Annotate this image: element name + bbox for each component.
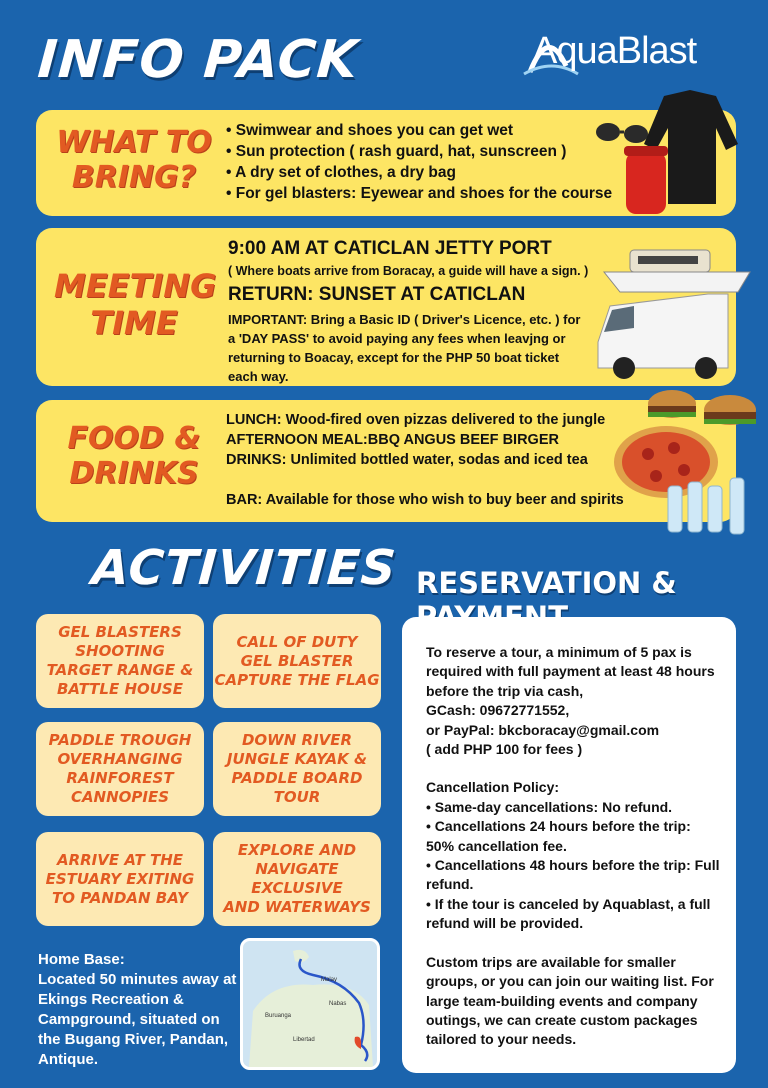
- fees-line: ( add PHP 100 for fees ): [426, 741, 583, 758]
- reservation-text: [426, 643, 721, 1050]
- lunch-line: LUNCH: Wood-fired oven pizzas delivered to the jungle: [226, 412, 606, 428]
- burger-icon: [648, 390, 756, 425]
- water-bottles-icon: [668, 478, 744, 534]
- reservation-intro: To reserve a tour, a minimum of 5 pax is required with full payment at least 48 hours before the trip via cash,: [426, 644, 715, 699]
- activity-label: EXPLORE AND NAVIGATE EXCLUSIVE AND WATERWAYS: [223, 841, 371, 916]
- dry-bag-icon: [624, 146, 668, 214]
- boat-icon: [604, 250, 750, 292]
- activity-card: [36, 614, 204, 708]
- reservation-card: [402, 617, 736, 1073]
- cancellation-item: • If the tour is canceled by Aquablast, a full refund will be provided.: [426, 895, 711, 932]
- activity-card: [213, 614, 381, 708]
- activity-label: ARRIVE AT THE ESTUARY EXITING TO PANDAN BAY: [45, 850, 195, 907]
- cancellation-item: • Cancellations 24 hours before the trip: 50% cancellation fee.: [426, 818, 691, 854]
- sunglasses-icon: [596, 123, 648, 143]
- page-title: INFO PACK: [35, 30, 361, 90]
- gcash-line: GCash: 09672771552,: [426, 702, 570, 719]
- map-label: Libertad: [293, 1037, 315, 1043]
- transport-illustration: [590, 232, 756, 382]
- cancellation-item: • Same-day cancellations: No refund.: [426, 798, 673, 815]
- activity-label: CALL OF DUTY GEL BLASTER CAPTURE THE FLAG: [214, 632, 380, 689]
- meeting-time-label: MEETING TIME: [54, 267, 217, 342]
- map-label: Nabas: [329, 1001, 347, 1007]
- food-illustration: [612, 382, 762, 540]
- drinks-line: DRINKS: Unlimited bottled water, sodas and iced tea: [226, 452, 588, 468]
- reservation-title: RESERVATION &: [416, 566, 677, 600]
- bar-line: BAR: Available for those who wish to buy beer and spirits: [226, 492, 624, 508]
- meeting-subline: ( Where boats arrive from Boracay, a guide will have a sign. ): [228, 264, 589, 278]
- list-item: • Swimwear and shoes you can get wet: [226, 120, 612, 141]
- van-icon: [598, 294, 728, 379]
- activity-label: PADDLE TROUGH OVERHANGING RAINFOREST CANNOPIES: [48, 731, 192, 806]
- what-to-bring-list: [226, 120, 612, 204]
- activity-card: [213, 722, 381, 816]
- list-item: • A dry set of clothes, a dry bag: [226, 162, 612, 183]
- gear-illustration: [592, 88, 742, 220]
- activity-label: GEL BLASTERS SHOOTING TARGET RANGE & BATTLE HOUSE: [46, 623, 194, 698]
- activity-card: [36, 722, 204, 816]
- cancellation-title: Cancellation Policy:: [426, 779, 560, 796]
- activity-card: [36, 832, 204, 926]
- meeting-headline: 9:00 AM AT CATICLAN JETTY PORT: [228, 238, 552, 259]
- map-label: Buruanga: [265, 1013, 292, 1019]
- location-map: [240, 938, 380, 1070]
- aquablast-logo: [528, 30, 738, 82]
- paypal-line: or PayPal: bkcboracay@gmail.com: [426, 721, 660, 738]
- afternoon-meal-line: AFTERNOON MEAL:BBQ ANGUS BEEF BIRGER: [226, 432, 559, 448]
- activity-label: DOWN RIVER JUNGLE KAYAK & PADDLE BOARD TOUR: [226, 731, 368, 806]
- return-time: RETURN: SUNSET AT CATICLAN: [228, 284, 526, 305]
- custom-trips-text: Custom trips are available for smaller groups, or you can join our waiting list. For large team-building events and company outings, we can create custom packages tailored to your needs.: [426, 953, 714, 1048]
- map-label: Malay: [321, 977, 338, 983]
- important-note: IMPORTANT: Bring a Basic ID ( Driver's Licence, etc. ) for a 'DAY PASS' to avoid paying any fees when leavjng or returning to Boacay, except for the PHP 50 boat ticket each way.: [228, 312, 581, 384]
- list-item: • For gel blasters: Eyewear and shoes for the course: [226, 183, 612, 204]
- activity-card: [213, 832, 381, 926]
- home-base-text: Home Base: Located 50 minutes away at Ekings Recreation & Campground, situated on the Bugang River, Pandan, Antique.: [38, 951, 237, 1068]
- activities-title: ACTIVITIES: [90, 540, 399, 596]
- list-item: • Sun protection ( rash guard, hat, sunscreen ): [226, 141, 612, 162]
- food-drinks-label: FOOD & DRINKS: [67, 421, 201, 491]
- what-to-bring-label: WHAT TO BRING?: [56, 125, 212, 195]
- logo-text: AquaBlast: [532, 30, 697, 72]
- cancellation-item: • Cancellations 48 hours before the trip: Full refund.: [426, 857, 720, 893]
- map-graphic: [243, 941, 377, 1067]
